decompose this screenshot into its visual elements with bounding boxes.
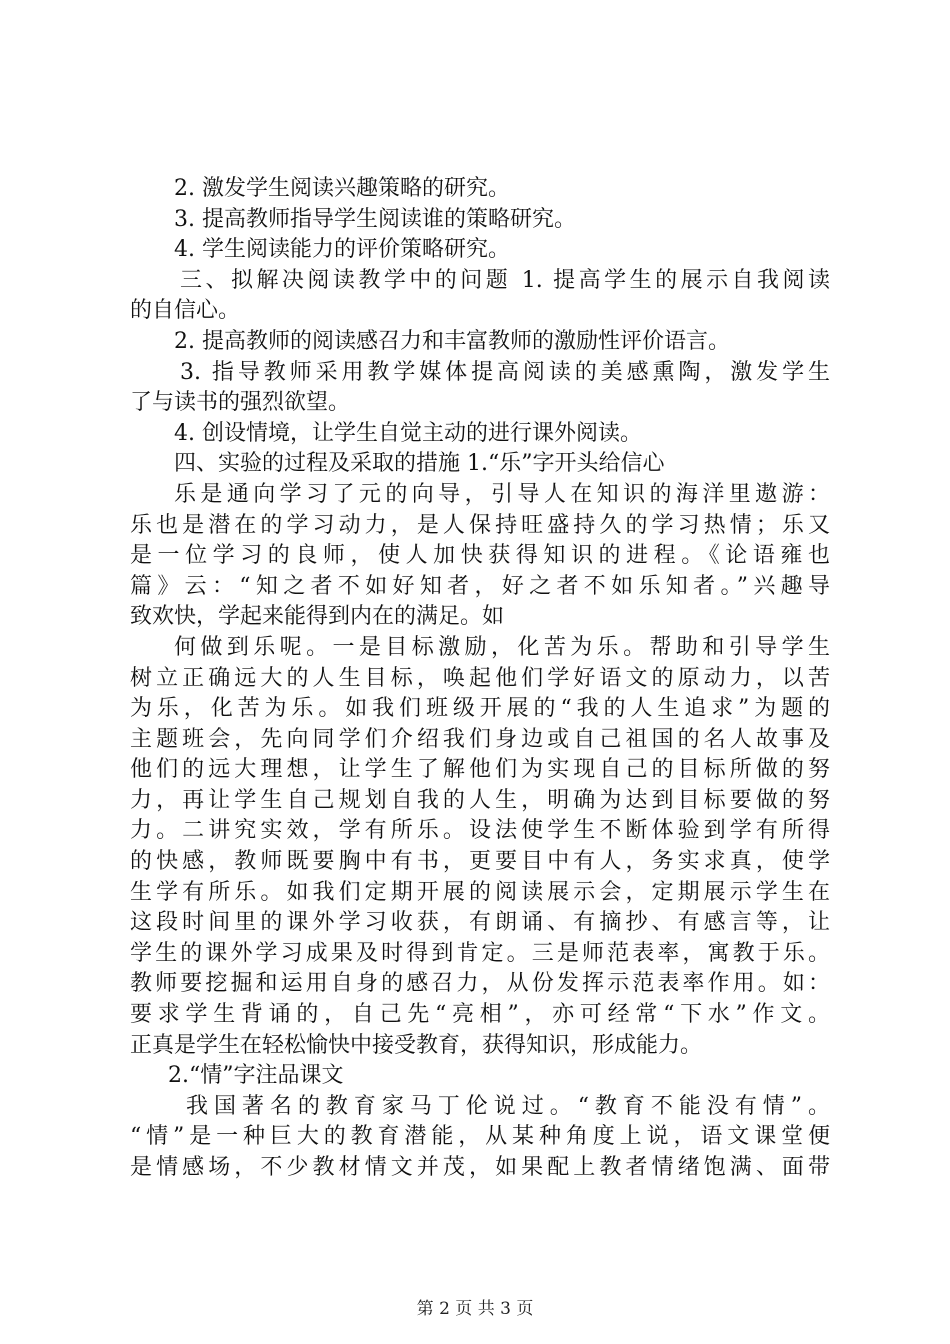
paragraph-line: 3. 提高教师指导学生阅读谁的策略研究。 <box>174 206 576 232</box>
paragraph-line: 这段时间里的课外学习收获，有朗诵、有摘抄、有感言等，让 <box>130 910 830 936</box>
paragraph-line: 乐是通向学习了元的向导，引导人在知识的海洋里遨游： <box>174 481 830 507</box>
paragraph-line: 力。二讲究实效，学有所乐。设法使学生不断体验到学有所得 <box>130 818 830 844</box>
paragraph-line: 正真是学生在轻松愉快中接受教育，获得知识，形成能力。 <box>130 1032 703 1058</box>
section-heading: 四、实验的过程及采取的措施 1.“乐”字开头给信心 <box>174 451 665 477</box>
paragraph-line: 的快感，教师既要胸中有书，更要目中有人，务实求真，使学 <box>130 849 830 875</box>
paragraph-line: 三、拟解决阅读教学中的问题 1. 提高学生的展示自我阅读 <box>180 267 830 293</box>
paragraph-line: 为乐，化苦为乐。如我们班级开展的“我的人生追求”为题的 <box>130 696 830 722</box>
paragraph-line: 2. 提高教师的阅读感召力和丰富教师的激励性评价语言。 <box>174 328 730 354</box>
paragraph-line: 的自信心。 <box>130 298 241 324</box>
page-number-footer: 第 2 页 共 3 页 <box>416 1299 534 1319</box>
document-body <box>130 174 830 1184</box>
paragraph-line: 乐也是潜在的学习动力，是人保持旺盛持久的学习热情；乐又 <box>130 512 830 538</box>
paragraph-line: 是一位学习的良师，使人加快获得知识的进程。《论语雍也 <box>130 543 830 569</box>
paragraph-line: 是情感场，不少教材情文并茂，如果配上教者情绪饱满、面带 <box>130 1155 830 1180</box>
paragraph-line: 生学有所乐。如我们定期开展的阅读展示会，定期展示学生在 <box>130 879 830 905</box>
paragraph-line: 他们的远大理想，让学生了解他们为实现自己的目标所做的努 <box>130 757 830 783</box>
paragraph-line: 我国著名的教育家马丁伦说过。“教育不能没有情”。 <box>186 1093 830 1119</box>
paragraph-line: 2. 激发学生阅读兴趣策略的研究。 <box>174 176 510 201</box>
paragraph-line: 了与读书的强烈欲望。 <box>130 390 351 416</box>
paragraph-line: 3. 指导教师采用教学媒体提高阅读的美感熏陶，激发学生 <box>180 359 830 385</box>
paragraph-line: 树立正确远大的人生目标，唤起他们学好语文的原动力，以苦 <box>130 665 830 691</box>
paragraph-line: 教师要挖掘和运用自身的感召力，从份发挥示范表率作用。如： <box>130 971 830 997</box>
paragraph-line: 4. 创设情境，让学生自觉主动的进行课外阅读。 <box>174 420 642 446</box>
paragraph-line: 要求学生背诵的，自己先“亮相”，亦可经常“下水”作文。 <box>130 1002 830 1028</box>
paragraph-line: 力，再让学生自己规划自我的人生，明确为达到目标要做的努 <box>130 787 830 813</box>
paragraph-line: 致欢快，学起来能得到内在的满足。如 <box>130 604 505 630</box>
paragraph-line: 学生的课外学习成果及时得到肯定。三是师范表率，寓教于乐。 <box>130 940 830 966</box>
paragraph-line: 4. 学生阅读能力的评价策略研究。 <box>174 237 510 263</box>
paragraph-line: 主题班会，先向同学们介绍我们身边或自己祖国的名人故事及 <box>130 726 830 752</box>
paragraph-line: 何做到乐呢。一是目标激励，化苦为乐。帮助和引导学生 <box>174 634 830 660</box>
paragraph-line: 篇》云：“知之者不如好知者，好之者不如乐知者。”兴趣导 <box>130 573 830 599</box>
section-heading: 2.“情”字注品课文 <box>168 1063 344 1089</box>
paragraph-line: “情”是一种巨大的教育潜能，从某种角度上说，语文课堂便 <box>130 1124 830 1150</box>
